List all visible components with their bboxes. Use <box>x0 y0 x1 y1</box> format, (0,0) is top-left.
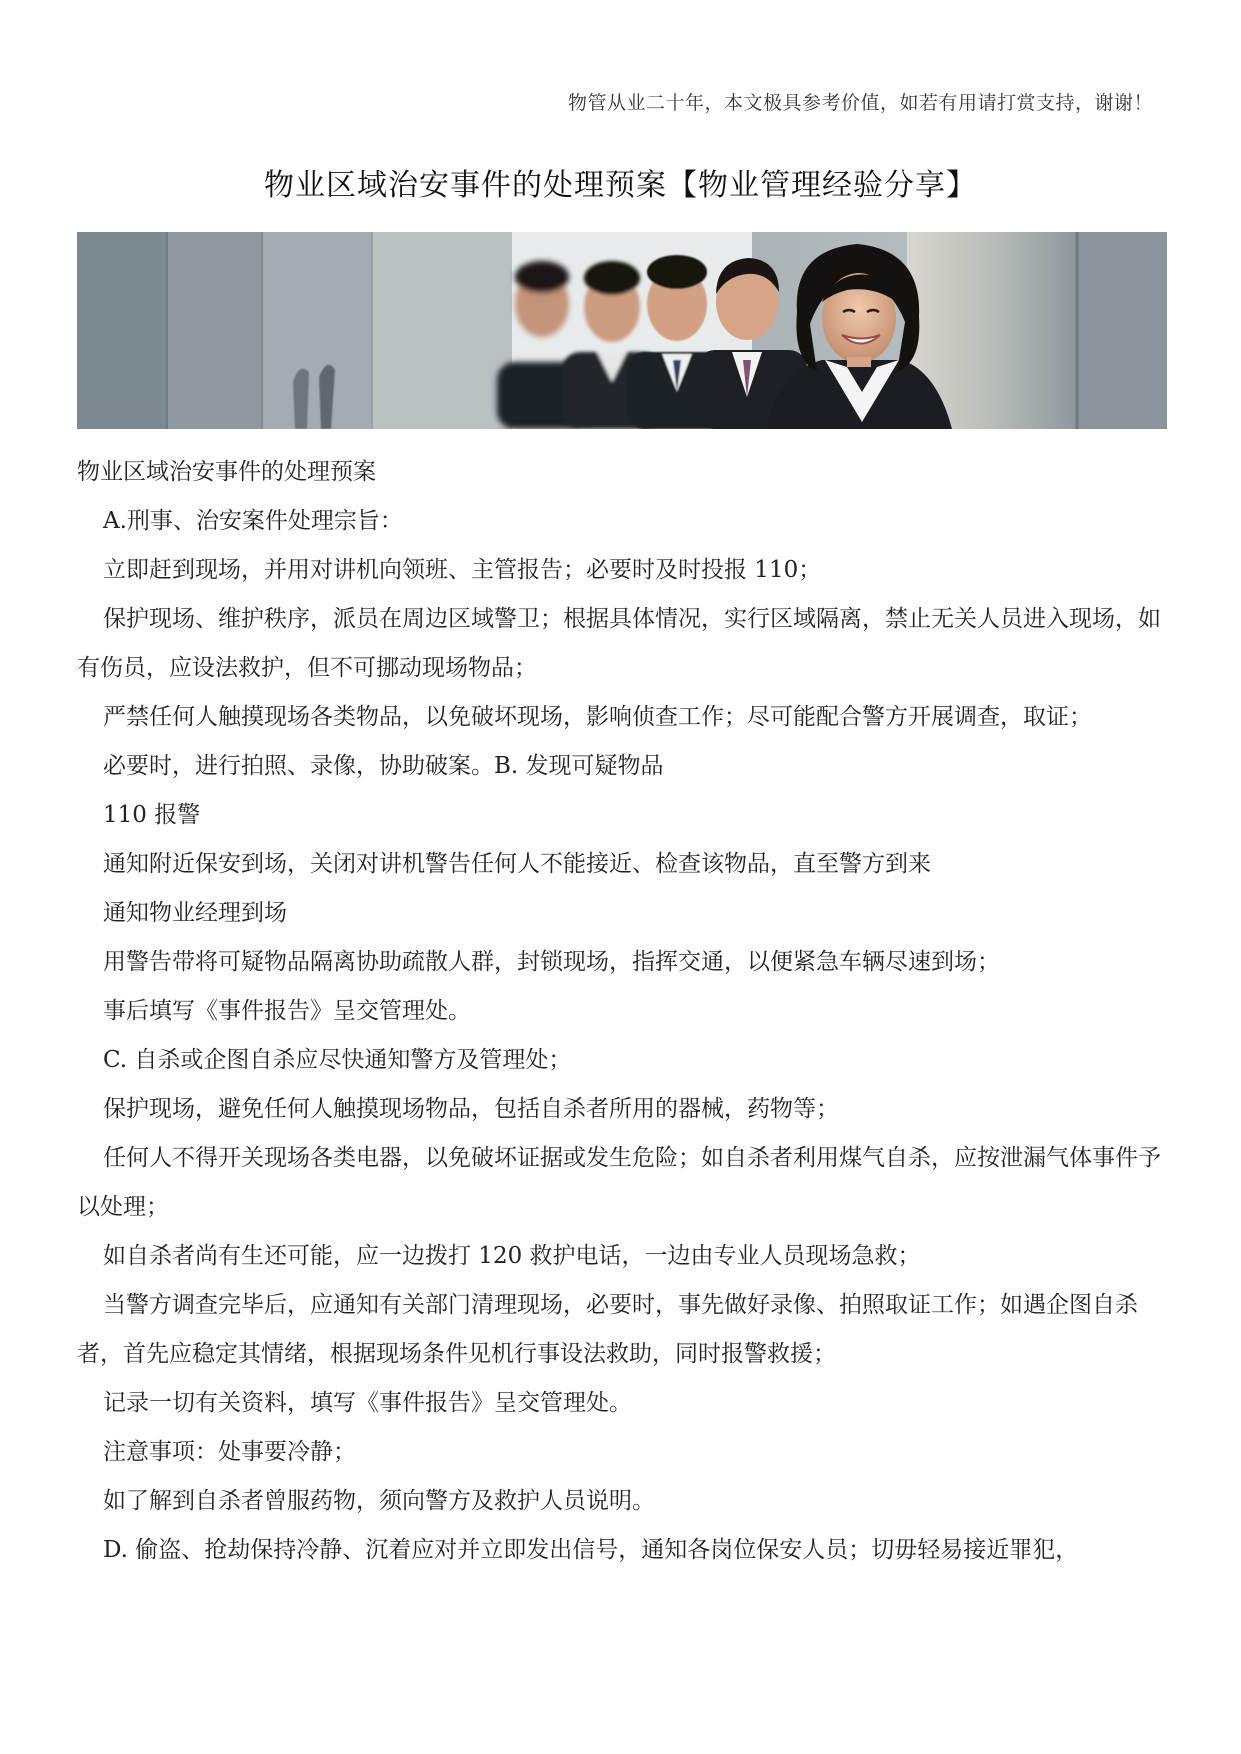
paragraph: 如了解到自杀者曾服药物，须向警方及救护人员说明。 <box>103 1488 655 1514</box>
paragraph: 严禁任何人触摸现场各类物品，以免破坏现场，影响侦查工作；尽可能配合警方开展调查，取证； <box>103 704 1092 730</box>
paragraph: 用警告带将可疑物品隔离协助疏散人群，封锁现场，指挥交通，以便紧急车辆尽速到场； <box>103 949 1000 975</box>
paragraph: 通知附近保安到场，关闭对讲机警告任何人不能接近、检查该物品，直至警方到来 <box>103 851 931 877</box>
paragraph: 当警方调查完毕后，应通知有关部门清理现场，必要时，事先做好录像、拍照取证工作；如遇企图自杀者，首先应稳定其情绪，根据现场条件见机行事设法救助，同时报警救援； <box>77 1292 1138 1367</box>
paragraph: 任何人不得开关现场各类电器，以免破坏证据或发生危险；如自杀者利用煤气自杀，应按泄漏气体事件予以处理； <box>77 1145 1161 1220</box>
paragraph: C. 自杀或企图自杀应尽快通知警方及管理处； <box>103 1047 572 1073</box>
paragraph: 保护现场，避免任何人触摸现场物品，包括自杀者所用的器械，药物等； <box>103 1096 839 1122</box>
paragraph: 注意事项：处事要冷静； <box>103 1439 356 1465</box>
paragraph: 事后填写《事件报告》呈交管理处。 <box>103 998 471 1024</box>
paragraph: 通知物业经理到场 <box>103 900 287 926</box>
paragraph: A.刑事、治安案件处理宗旨： <box>103 508 403 534</box>
header-note: 物管从业二十年，本文极具参考价值，如若有用请打赏支持，谢谢！ <box>567 92 1153 114</box>
section-heading: 物业区域治安事件的处理预案 <box>77 459 376 485</box>
document-title: 物业区域治安事件的处理预案【物业管理经验分享】 <box>264 168 977 203</box>
paragraph: D. 偷盗、抢劫保持冷静、沉着应对并立即发出信号，通知各岗位保安人员；切毋轻易接近罪犯， <box>103 1537 1079 1563</box>
banner-image <box>77 232 1167 429</box>
paragraph: 必要时，进行拍照、录像，协助破案。B. 发现可疑物品 <box>103 753 664 779</box>
paragraph: 如自杀者尚有生还可能，应一边拨打 120 救护电话，一边由专业人员现场急救； <box>103 1243 921 1269</box>
paragraph: 立即赶到现场，并用对讲机向领班、主管报告；必要时及时投报 110； <box>103 557 822 583</box>
paragraph: 记录一切有关资料，填写《事件报告》呈交管理处。 <box>103 1390 632 1416</box>
paragraph: 保护现场、维护秩序，派员在周边区域警卫；根据具体情况，实行区域隔离，禁止无关人员进入现场，如有伤员，应设法救护，但不可挪动现场物品； <box>77 606 1161 681</box>
paragraph: 110 报警 <box>103 802 201 828</box>
business-team-photo-icon <box>77 232 1167 429</box>
document-body <box>77 448 1177 1575</box>
